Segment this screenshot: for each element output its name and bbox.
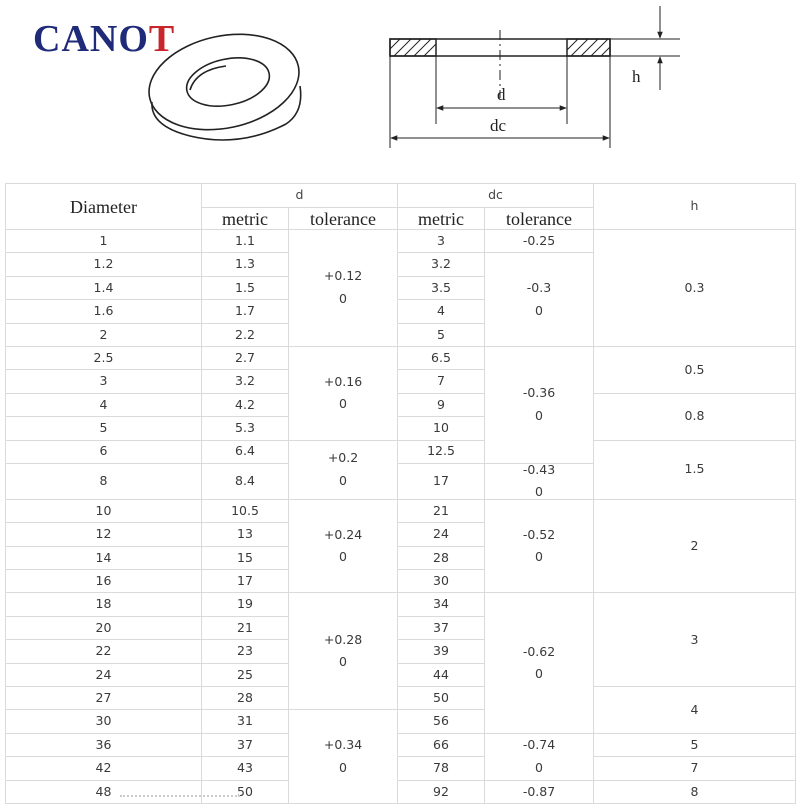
dc-tolerance-cell-upper: -0.52 [522,526,556,542]
d-metric-cell: 1.7 [202,300,289,323]
diameter-cell: 5 [6,417,202,440]
dc-metric-cell: 12.5 [398,440,485,463]
d-metric-cell: 1.5 [202,276,289,299]
dc-tolerance-cell [485,463,594,499]
dc-metric-cell: 5 [398,323,485,346]
h-cell: 3 [594,593,796,687]
d-metric-cell: 37 [202,733,289,756]
dc-tolerance-cell-lower: 0 [535,666,543,682]
d-tolerance-cell-upper: +0.28 [323,631,363,647]
diameter-cell: 1.2 [6,253,202,276]
table-row [6,757,796,780]
diameter-cell: 18 [6,593,202,616]
d-metric-cell: 25 [202,663,289,686]
h-cell: 0.3 [594,230,796,347]
d-tolerance-cell [289,230,398,347]
diameter-cell: 42 [6,757,202,780]
diameter-cell: 16 [6,570,202,593]
diameter-cell: 1.4 [6,276,202,299]
dc-tolerance-cell-lower: 0 [535,549,543,565]
diameter-cell: 8 [6,463,202,499]
d-metric-cell: 2.2 [202,323,289,346]
d-metric-cell: 19 [202,593,289,616]
dc-tolerance-cell-upper: -0.36 [522,385,556,401]
label-d: d [497,85,506,104]
header-dc: dc [398,184,594,208]
d-metric-cell: 1.1 [202,230,289,253]
header-d-metric: metric [202,208,289,230]
d-metric-cell: 15 [202,546,289,569]
d-tolerance-cell-upper: +0.34 [323,737,363,753]
diameter-cell: 30 [6,710,202,733]
header-d: d [202,184,398,208]
d-metric-cell: 4.2 [202,393,289,416]
spec-table [5,183,796,804]
d-tolerance-cell-upper: +0.12 [323,268,363,284]
dc-tolerance-cell [485,733,594,780]
dc-metric-cell: 3 [398,230,485,253]
divider [120,795,240,797]
dc-metric-cell: 3.5 [398,276,485,299]
dc-metric-cell: 9 [398,393,485,416]
dc-metric-cell: 17 [398,463,485,499]
diameter-cell: 1.6 [6,300,202,323]
table-row [6,346,796,369]
d-tolerance-cell [289,710,398,804]
d-tolerance-cell [289,346,398,440]
diameter-cell: 4 [6,393,202,416]
table-row [6,230,796,253]
dc-metric-cell: 10 [398,417,485,440]
table-row [6,593,796,616]
diameter-cell: 27 [6,687,202,710]
diameter-cell: 2.5 [6,346,202,369]
dc-tolerance-cell [485,346,594,463]
dc-metric-cell: 34 [398,593,485,616]
h-cell: 8 [594,780,796,803]
table-row [6,440,796,463]
diameter-cell: 48 [6,780,202,803]
dc-metric-cell: 7 [398,370,485,393]
d-tolerance-cell-upper: +0.2 [327,450,359,466]
dc-metric-cell: 50 [398,687,485,710]
d-metric-cell: 8.4 [202,463,289,499]
d-metric-cell: 1.3 [202,253,289,276]
dc-metric-cell: 3.2 [398,253,485,276]
dc-metric-cell: 66 [398,733,485,756]
diameter-cell: 36 [6,733,202,756]
dc-tolerance-cell-upper: -0.3 [526,280,552,296]
label-h: h [632,67,641,86]
dc-metric-cell: 56 [398,710,485,733]
header-dc-tolerance: tolerance [485,208,594,230]
table-row [6,733,796,756]
dc-metric-cell: 30 [398,570,485,593]
diameter-cell: 10 [6,499,202,522]
d-metric-cell: 31 [202,710,289,733]
diameter-cell: 20 [6,616,202,639]
d-tolerance-cell-lower: 0 [339,472,347,488]
table-row [6,393,796,416]
dc-tolerance-cell-upper: -0.62 [522,643,556,659]
h-cell: 0.5 [594,346,796,393]
dc-metric-cell: 21 [398,499,485,522]
d-metric-cell: 3.2 [202,370,289,393]
dc-tolerance-cell-upper: -0.74 [522,737,556,753]
d-tolerance-cell-upper: +0.16 [323,373,363,389]
d-metric-cell: 43 [202,757,289,780]
d-tolerance-cell-upper: +0.24 [323,526,363,542]
washer-perspective [140,21,308,143]
d-metric-cell: 50 [202,780,289,803]
dc-metric-cell: 78 [398,757,485,780]
washer-drawing [0,0,800,180]
dc-tolerance-cell-upper: -0.25 [522,232,556,248]
header-h: h [594,184,796,230]
h-cell: 4 [594,687,796,734]
brand-logo: CANOT [33,18,176,60]
dc-metric-cell: 92 [398,780,485,803]
h-cell: 2 [594,499,796,593]
d-metric-cell: 23 [202,640,289,663]
d-tolerance-cell-lower: 0 [339,396,347,412]
diameter-cell: 12 [6,523,202,546]
table-row [6,499,796,522]
spec-table-body [6,230,796,804]
d-tolerance-cell-lower: 0 [339,549,347,565]
dc-metric-cell: 6.5 [398,346,485,369]
dc-metric-cell: 4 [398,300,485,323]
header-dc-metric: metric [398,208,485,230]
diameter-cell: 6 [6,440,202,463]
header-d-tolerance: tolerance [289,208,398,230]
dc-tolerance-cell [485,499,594,593]
d-tolerance-cell [289,499,398,593]
diameter-cell: 22 [6,640,202,663]
dc-metric-cell: 37 [398,616,485,639]
d-metric-cell: 21 [202,616,289,639]
d-metric-cell: 5.3 [202,417,289,440]
h-cell: 0.8 [594,393,796,440]
d-metric-cell: 6.4 [202,440,289,463]
d-tolerance-cell-lower: 0 [339,654,347,670]
diameter-cell: 24 [6,663,202,686]
dc-tolerance-cell [485,253,594,347]
d-tolerance-cell-lower: 0 [339,290,347,306]
header-diameter: Diameter [6,184,202,230]
dc-metric-cell: 39 [398,640,485,663]
d-metric-cell: 2.7 [202,346,289,369]
dc-tolerance-cell-lower: 0 [535,302,543,318]
diameter-cell: 1 [6,230,202,253]
dc-tolerance-cell [485,230,594,253]
d-metric-cell: 13 [202,523,289,546]
dc-tolerance-cell-upper: -0.43 [522,461,556,477]
dc-tolerance-cell-lower: 0 [535,407,543,423]
dc-metric-cell: 24 [398,523,485,546]
label-dc: dc [490,116,507,135]
dc-tolerance-cell [485,593,594,733]
dc-metric-cell: 28 [398,546,485,569]
d-metric-cell: 28 [202,687,289,710]
diameter-cell: 2 [6,323,202,346]
diameter-cell: 3 [6,370,202,393]
dc-metric-cell: 44 [398,663,485,686]
dc-tolerance-cell-upper: -0.87 [522,783,556,799]
diameter-cell: 14 [6,546,202,569]
d-tolerance-cell-lower: 0 [339,759,347,775]
d-metric-cell: 17 [202,570,289,593]
dc-tolerance-cell-lower: 0 [535,484,543,500]
h-cell: 5 [594,733,796,756]
table-row [6,687,796,710]
h-cell: 1.5 [594,440,796,499]
d-tolerance-cell [289,440,398,499]
dc-tolerance-cell-lower: 0 [535,759,543,775]
h-cell: 7 [594,757,796,780]
d-tolerance-cell [289,593,398,710]
d-metric-cell: 10.5 [202,499,289,522]
